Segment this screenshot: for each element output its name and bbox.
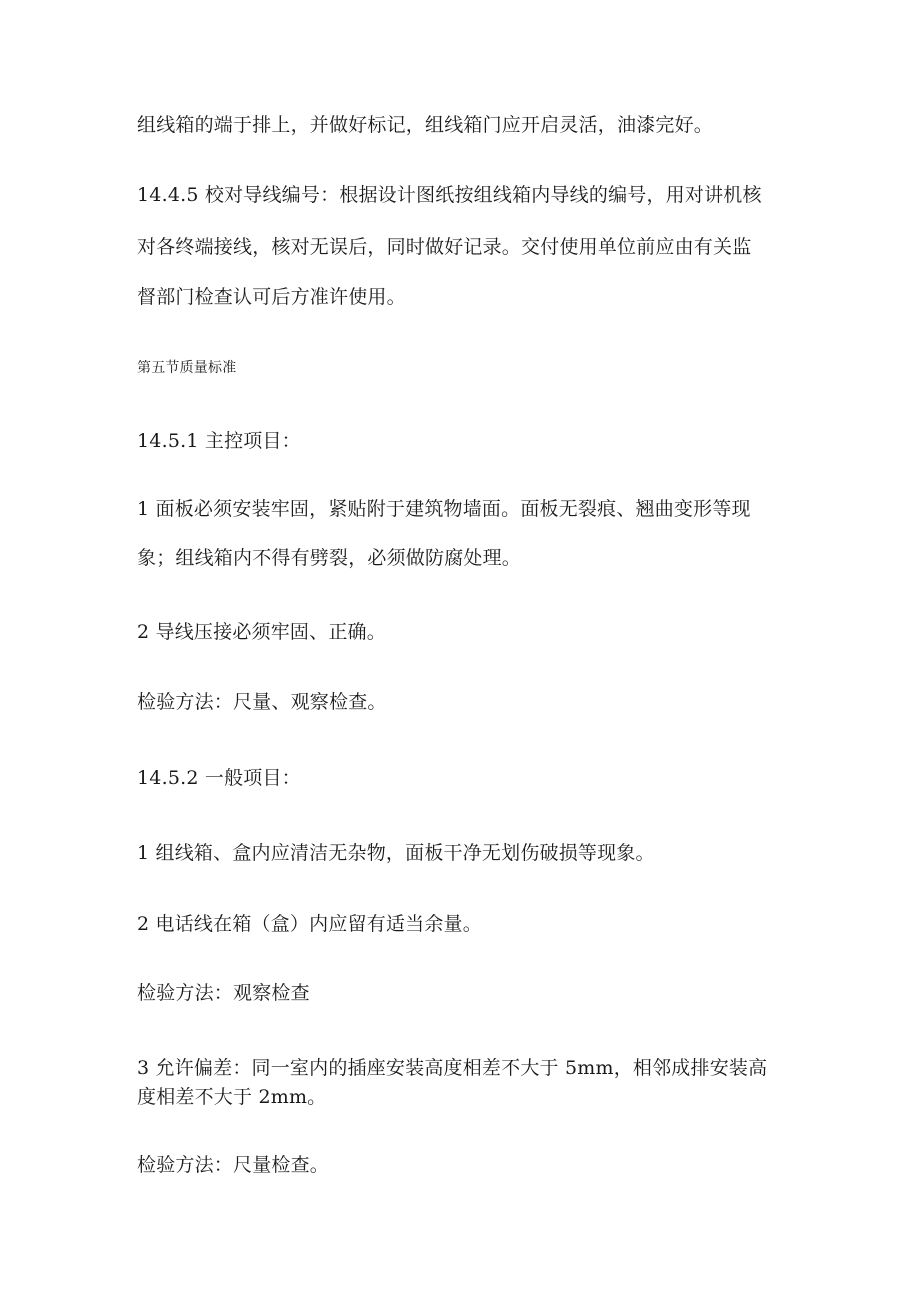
paragraph-14-5-2: 14.5.2 一般项目：	[137, 767, 301, 789]
general-item-1: 1 组线箱、盒内应清洁无杂物，面板干净无划伤破损等现象。	[137, 842, 655, 864]
paragraph-14-4-5-line-1: 14.4.5 校对导线编号：根据设计图纸按组线箱内导线的编号，用对讲机核	[137, 184, 762, 206]
paragraph-14-5-1: 14.5.1 主控项目：	[137, 430, 301, 452]
inspection-method-3: 检验方法：尺量检查。	[137, 1154, 330, 1176]
paragraph-14-4-5-line-3: 督部门检查认可后方准许使用。	[137, 286, 406, 308]
general-item-3-line-2: 度相差不大于 2mm。	[137, 1086, 327, 1108]
paragraph-box-terminal-line-1: 组线箱的端于排上，并做好标记，组线箱门应开启灵活，油漆完好。	[137, 114, 714, 136]
paragraph-14-4-5-line-2: 对各终端接线，核对无误后，同时做好记录。交付使用单位前应由有关监	[137, 236, 752, 258]
inspection-method-1: 检验方法：尺量、观察检查。	[137, 691, 387, 713]
main-item-2: 2 导线压接必须牢固、正确。	[137, 621, 386, 643]
general-item-3-line-1: 3 允许偏差：同一室内的插座安装高度相差不大于 5mm，相邻成排安装高	[137, 1057, 768, 1079]
main-item-1-line-2: 象；组线箱内不得有劈裂，必须做防腐处理。	[137, 547, 522, 569]
section-heading: 第五节质量标准	[137, 360, 237, 376]
main-item-1-line-1: 1 面板必须安装牢固，紧贴附于建筑物墙面。面板无裂痕、翘曲变形等现	[137, 498, 751, 520]
general-item-2: 2 电话线在箱（盒）内应留有适当余量。	[137, 913, 482, 935]
inspection-method-2: 检验方法：观察检查	[137, 982, 310, 1004]
